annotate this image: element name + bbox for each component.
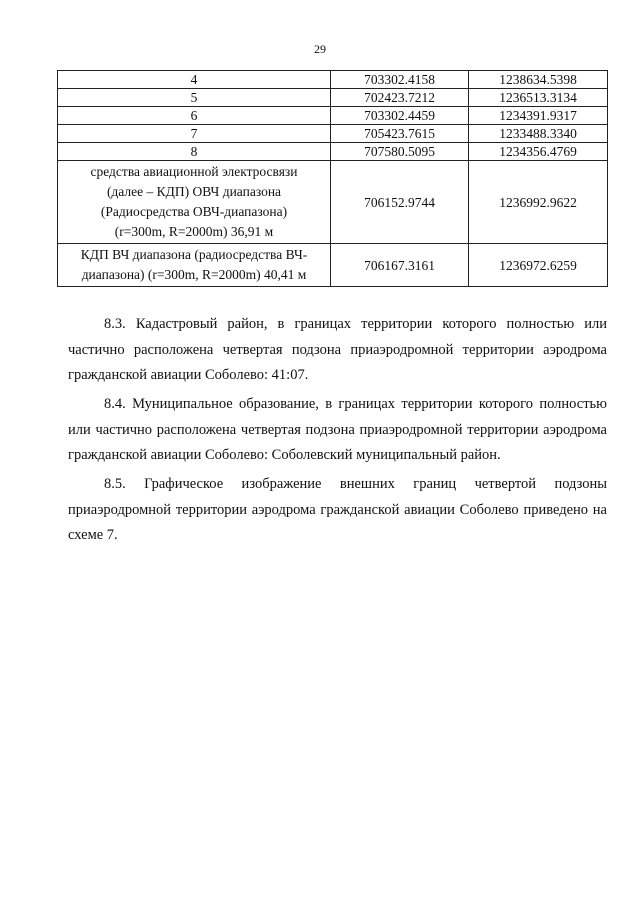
table-row bbox=[58, 107, 608, 125]
point-number: 8 bbox=[58, 143, 331, 161]
paragraph-text: 8.4. Муниципальное образование, в границах территории которого полностью или частично расположена четвертая подзона приаэродромной территории аэродрома гражданской авиации Соболево: Соболевский муниципальный район. bbox=[68, 396, 607, 463]
object-name-line: (далее – КДП) ОВЧ диапазона bbox=[106, 184, 282, 199]
paragraph-text: 8.3. Кадастровый район, в границах территории которого полностью или частично расположена четвертая подзона приаэродромной территории аэродрома гражданской авиации Соболево: 41:07. bbox=[68, 316, 607, 383]
coordinate-x: 706152.9744 bbox=[331, 161, 469, 244]
coordinate-y: 1234391.9317 bbox=[469, 107, 608, 125]
object-name bbox=[58, 161, 331, 244]
object-name-line: диапазона) (r=300m, R=2000m) 40,41 м bbox=[81, 267, 307, 282]
table-row bbox=[58, 125, 608, 143]
table-row bbox=[58, 244, 608, 287]
coordinate-x: 707580.5095 bbox=[331, 143, 469, 161]
coordinate-y: 1236992.9622 bbox=[469, 161, 608, 244]
object-name bbox=[58, 244, 331, 287]
paragraph-8-3 bbox=[68, 312, 607, 389]
point-number: 4 bbox=[58, 71, 331, 89]
table-row bbox=[58, 71, 608, 89]
coordinate-y: 1238634.5398 bbox=[469, 71, 608, 89]
coordinate-x: 706167.3161 bbox=[331, 244, 469, 287]
point-number: 7 bbox=[58, 125, 331, 143]
object-name-line: (r=300m, R=2000m) 36,91 м bbox=[114, 224, 274, 239]
coordinate-x: 705423.7615 bbox=[331, 125, 469, 143]
paragraph-8-5 bbox=[68, 472, 607, 549]
object-name-line: средства авиационной электросвязи bbox=[90, 164, 298, 179]
table-row bbox=[58, 161, 608, 244]
coordinate-x: 703302.4459 bbox=[331, 107, 469, 125]
paragraph-8-4 bbox=[68, 392, 607, 469]
point-number: 5 bbox=[58, 89, 331, 107]
coordinate-y: 1233488.3340 bbox=[469, 125, 608, 143]
coordinate-y: 1236972.6259 bbox=[469, 244, 608, 287]
point-number: 6 bbox=[58, 107, 331, 125]
page-number: 29 bbox=[314, 42, 326, 56]
coordinate-y: 1234356.4769 bbox=[469, 143, 608, 161]
coordinate-y: 1236513.3134 bbox=[469, 89, 608, 107]
coordinate-x: 702423.7212 bbox=[331, 89, 469, 107]
object-name-line: КДП ВЧ диапазона (радиосредства ВЧ- bbox=[80, 247, 308, 262]
paragraph-text: 8.5. Графическое изображение внешних границ четвертой подзоны приаэродромной территории аэродрома гражданской авиации Соболево приведено на схеме 7. bbox=[68, 476, 607, 543]
coordinates-table bbox=[57, 70, 608, 287]
table-row bbox=[58, 143, 608, 161]
object-name-line: (Радиосредства ОВЧ-диапазона) bbox=[100, 204, 288, 219]
coordinate-x: 703302.4158 bbox=[331, 71, 469, 89]
table-row bbox=[58, 89, 608, 107]
